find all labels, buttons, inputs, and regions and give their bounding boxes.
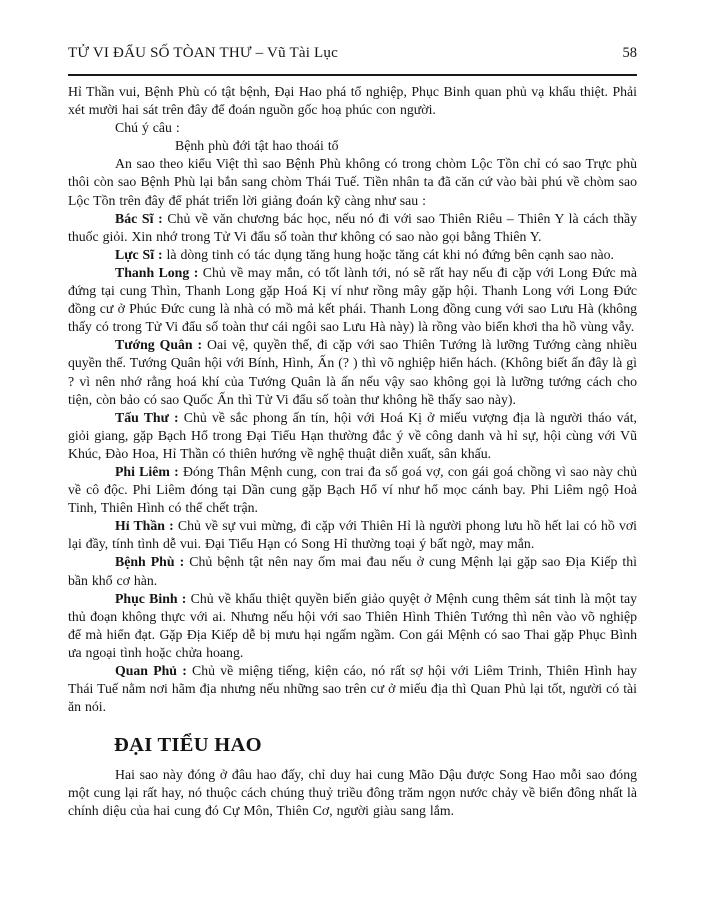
book-title: TỬ VI ĐẨU SỐ TÒAN THƯ – Vũ Tài Lục xyxy=(68,45,338,61)
star-name-bac-si: Bác Sĩ : xyxy=(115,210,163,226)
paragraph-text: Bệnh phù đới tật hao thoái tổ xyxy=(175,138,339,154)
paragraph-an-sao xyxy=(68,155,637,209)
paragraph-intro xyxy=(68,83,637,119)
paragraph-text: An sao theo kiểu Việt thì sao Bệnh Phù không có trong chòm Lộc Tồn chỉ có sao Trực phù thôi còn sao Bệnh Phù lại bắn sang chòm Thái Tuế. Tiền nhân ta đã căn cứ vào bài phú về chòm sao Lộc Tồn trên đây để phát triển lời giảng đoán kỹ càng như sau : xyxy=(68,156,637,208)
paragraph-text: Chú ý câu : xyxy=(115,120,180,136)
paragraph-tau-thu xyxy=(68,409,637,463)
paragraph-phuc-binh xyxy=(68,590,637,662)
paragraph-tuong-quan xyxy=(68,336,637,408)
page-body xyxy=(68,83,637,821)
paragraph-phi-liem xyxy=(68,463,637,517)
running-header xyxy=(68,44,637,62)
paragraph-bac-si xyxy=(68,210,637,246)
paragraph-chu-y-cau xyxy=(68,119,637,137)
star-name-luc-si: Lực Sĩ : xyxy=(115,246,163,262)
paragraph-dai-tieu-hao xyxy=(68,766,637,820)
verse-line xyxy=(68,137,637,155)
paragraph-text: Oai vệ, quyền thế, đi cặp với sao Thiên Tướng là lưỡng Tướng càng nhiều quyền thế. Tướng Quân hội với Bính, Hình, Ấn (? ) thì võ nghiệp hiển hách. (Không biết ấn đây là gì ? vì nên nhớ rằng hoá khí của Tướng Quân là ấn nếu vậy sao không gọi là lưỡng tướng cách cho tiện, còn bảo có sao Quốc Ấn thì Tử Vi đẩu số toàn thư không hề thấy sao này). xyxy=(68,337,637,407)
paragraph-text: Chủ về sắc phong ấn tín, hội với Hoá Kị ở miếu vượng địa là người tháo vát, giỏi giang, gặp Bạch Hổ trong Đại Tiểu Hạn thường đắc ý về công danh và hỉ sự, hội cùng với Vũ Khúc, Đào Hoa, Hỉ Thần có thiên hướng về nghệ thuật diễn xuất, sân khấu. xyxy=(68,409,637,461)
paragraph-thanh-long xyxy=(68,264,637,336)
star-name-tuong-quan: Tướng Quân : xyxy=(115,337,203,353)
paragraph-text: Chủ về sự vui mừng, đi cặp với Thiên Hỉ là người phong lưu hồ hết lai có hồ vơi lại đầy, tính tình dễ vui. Đại Tiểu Hạn có Song Hỉ thường toại ý bất ngờ, may mắn. xyxy=(68,518,637,552)
paragraph-text: là dòng tinh có tác dụng tăng hung hoặc tăng cát khi nó đứng bên cạnh sao nào. xyxy=(162,246,614,262)
star-name-tau-thu: Tấu Thư : xyxy=(115,409,179,425)
paragraph-text: Chủ về may mắn, có tốt lành tới, nó sẽ rất hay nếu đi cặp với Long Đức mà đứng tại cung Thìn, Thanh Long gặp Hoá Kị ví như rồng mây gặp hội. Thanh Long với Long Đức đồng cư ở Phúc Đức cung là nhà có mồ mả kết phái. Thanh Long đồng cung với sao Lưu Hà (không thấy có trong Tử Vi đẩu số toàn thư cái ngôi sao Lưu Hà này) là rồng vào biển khơi tha hồ vùng vẫy. xyxy=(68,264,637,335)
section-heading: ĐẠI TIỂU HAO xyxy=(114,734,262,757)
paragraph-hi-than xyxy=(68,517,637,553)
page-number: 58 xyxy=(622,45,637,61)
star-name-hi-than: Hỉ Thần : xyxy=(115,518,174,534)
paragraph-text: Chủ về miệng tiếng, kiện cáo, nó rất sợ hội với Liêm Trinh, Thiên Hình hay Thái Tuế nằm nơi hãm địa nhưng nếu những sao trên cư ở miếu địa thì Quan Phủ lại tốt, người có tài ăn nói. xyxy=(68,663,637,715)
star-name-phuc-binh: Phục Binh : xyxy=(115,590,187,606)
paragraph-luc-si xyxy=(68,246,637,264)
paragraph-benh-phu xyxy=(68,553,637,589)
paragraph-text: Chủ về khẩu thiệt quyền biến giảo quyệt ở Mệnh cung thêm sát tinh là một tay thủ đoạn không thực với ai. Nhưng nếu hội với sao Thiên Hình Thiên Tướng thì nên vào võ nghiệp để mà hiển đạt. Gặp Địa Kiếp dễ bị mưu hại ngấm ngầm. Con gái Mệnh có sao Thai gặp Phục Bình ưa ngoại tình hoặc chửa hoang. xyxy=(68,590,637,660)
paragraph-text: Chủ về văn chương bác học, nếu nó đi với sao Thiên Riêu – Thiên Y là cách thầy thuốc giỏi. Xin nhớ trong Tử Vi đẩu số toàn thư không có sao nào gọi bằng Thiên Y. xyxy=(68,210,637,244)
paragraph-text: Hỉ Thần vui, Bệnh Phù có tật bệnh, Đại Hao phá tổ nghiệp, Phục Binh quan phủ vạ khẩu thiệt. Phải xét mười hai sát trên đây để đoán nguồn gốc hoạ phúc con người. xyxy=(68,84,637,118)
star-name-quan-phu: Quan Phủ : xyxy=(115,663,187,678)
star-name-benh-phu: Bệnh Phù : xyxy=(115,554,185,570)
paragraph-text: Hai sao này đóng ở đâu hao đấy, chỉ duy hai cung Mão Dậu được Song Hao mỗi sao đóng một cung lại rất hay, nó thuộc cách chúng thuỷ triều đông trăm ngọn nước chảy về biển đông nhất là chính diệu của hai cung đó Cự Môn, Thiên Cơ, người giàu sang lắm. xyxy=(68,767,637,819)
header-rule xyxy=(68,74,637,76)
paragraph-text: Đóng Thân Mệnh cung, con trai đa số goá vợ, con gái goá chồng vì sao này chủ về cô độc. Phi Liêm đóng tại Dần cung gặp Bạch Hổ ví như hổ mọc cánh bay. Phi Liêm ngộ Hoả Tinh, Thiên Hình có thể chết trận. xyxy=(68,463,637,516)
paragraph-quan-phu xyxy=(68,662,637,716)
paragraph-text: Chủ bệnh tật nên nay ốm mai đau nếu ở cung Mệnh lại gặp sao Địa Kiếp thì bần khổ cơ hàn. xyxy=(68,554,638,588)
star-name-thanh-long: Thanh Long : xyxy=(115,264,199,280)
star-name-phi-liem: Phi Liêm : xyxy=(115,463,179,479)
